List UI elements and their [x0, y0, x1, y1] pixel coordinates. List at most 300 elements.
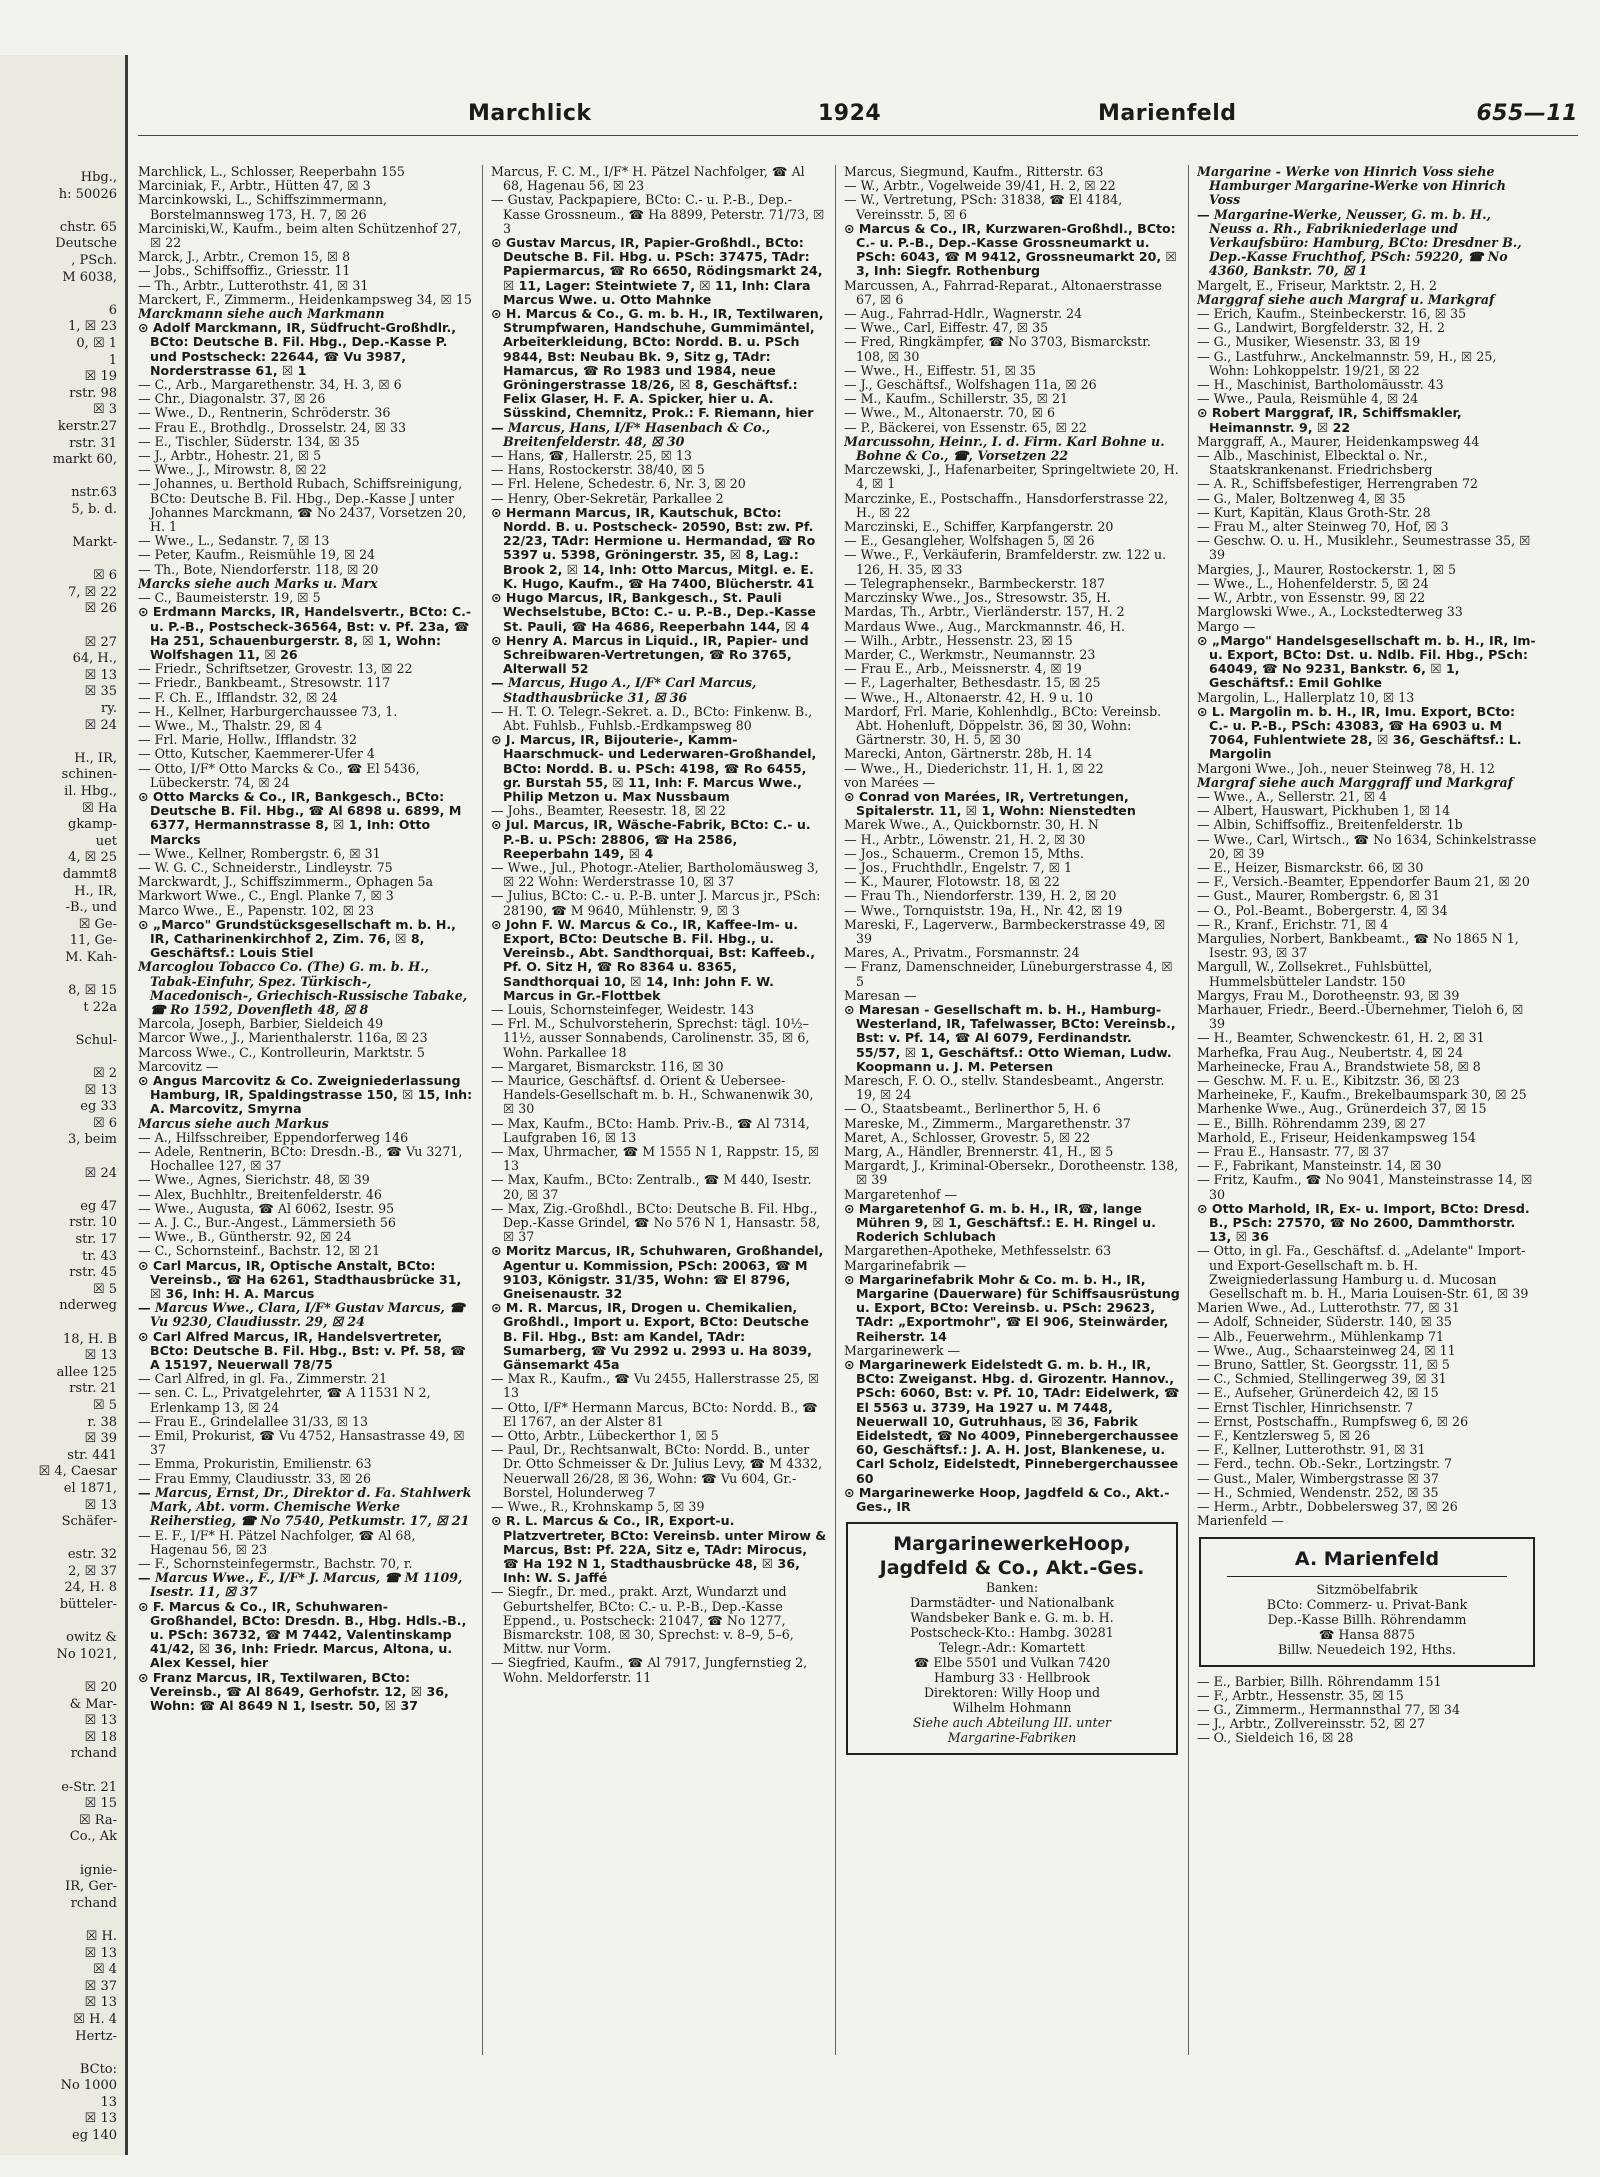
previous-page-line: rchand: [70, 1895, 117, 1911]
directory-entry: Marcus, F. C. M., I/F* H. Pätzel Nachfolger, ☎ Al 68, Hagenau 56, ☒ 23: [491, 165, 805, 194]
previous-page-line: tr. 43: [82, 1248, 117, 1264]
directory-entry: ⊙ Henry A. Marcus in Liquid., IR, Papier- und Schreibwaren-Vertretungen, ☎ Ro 3765, Alterwall 52: [491, 632, 809, 677]
directory-entry: — G., Musiker, Wiesenstr. 33, ☒ 19: [1197, 334, 1421, 350]
ad-line: Billw. Neuedeich 192, Hths.: [1277, 1641, 1457, 1657]
directory-entry: — Ernst Tischler, Hinrichsenstr. 7: [1197, 1399, 1414, 1415]
directory-entry: — Adele, Rentnerin, BCto: Dresdn.-B., ☎ Vu 3271, Hochallee 127, ☒ 37: [138, 1144, 463, 1174]
directory-entry: ⊙ Conrad von Marées, IR, Vertretungen, Spitalerstr. 11, ☒ 1, Wohn: Nienstedten: [844, 788, 1136, 819]
previous-page-line: ignie-: [79, 1862, 117, 1878]
previous-page-line: rstr. 31: [69, 435, 117, 451]
previous-page-line: ☒ 35: [84, 684, 117, 700]
directory-entry: Marczinski, E., Schiffer, Karpfangerstr. 20: [844, 519, 1114, 535]
column-divider: [1188, 165, 1189, 2055]
directory-entry: — Max, Kaufm., BCto: Hamb. Priv.-B., ☎ Al 7314, Laufgraben 16, ☒ 13: [491, 1115, 810, 1145]
directory-entry: — Margaret, Bismarckstr. 116, ☒ 30: [491, 1058, 724, 1074]
directory-entry: ⊙ Carl Marcus, IR, Optische Anstalt, BCto: Vereinsb., ☎ Ha 6261, Stadthausbrücke 31, ☒ 36, Inh: H. A. Marcus: [138, 1257, 462, 1302]
column-4-entries: [1197, 165, 1537, 1529]
directory-entry: Mardaus Wwe., Aug., Marckmannstr. 46, H.: [844, 618, 1125, 634]
directory-entry: — Alex, Buchhltr., Breitenfelderstr. 46: [138, 1186, 382, 1202]
directory-entry: — O., Pol.-Beamt., Bobergerstr. 4, ☒ 34: [1197, 902, 1448, 918]
previous-page-line: 11, Ge-: [69, 933, 117, 949]
previous-page-line: Hertz-: [75, 2028, 117, 2044]
directory-entry: Margarinewerk —: [844, 1342, 961, 1358]
directory-entry: Mares, A., Privatm., Forsmannstr. 24: [844, 945, 1080, 961]
directory-entry: Marckwardt, J., Schiffszimmerm., Ophagen 5a: [138, 874, 433, 890]
previous-page-line: ☒ 13: [84, 1945, 117, 1961]
directory-entry: Margraf siehe auch Marggraff und Markgraf: [1197, 774, 1514, 790]
directory-entry: — H., Beamter, Schwenckestr. 61, H. 2, ☒ 31: [1197, 1030, 1485, 1046]
directory-entry: — Gust., Maler, Wimbergstrasse ☒ 37: [1197, 1470, 1439, 1486]
directory-entry: — H. T. O. Telegr.-Sekret. a. D., BCto: Finkenw. B., Abt. Fuhlsb., Fuhlsb.-Erdkampsweg 80: [491, 703, 813, 733]
directory-entry: — Max, Zig.-Großhdl., BCto: Deutsche B. Fil. Hbg., Dep.-Kasse Grindel, ☎ No 576 N 1, Hansastr. 58, ☒ 37: [491, 1200, 821, 1245]
directory-entry: — H., Maschinist, Bartholomäusstr. 43: [1197, 377, 1444, 393]
directory-entry: — Adolf, Schneider, Süderstr. 140, ☒ 35: [1197, 1314, 1452, 1330]
directory-entry: — W. G. C., Schneiderstr., Lindleystr. 75: [138, 859, 393, 875]
previous-page-line: [0, 1912, 125, 1929]
directory-entry: Marczinsky Wwe., Jos., Stresowstr. 35, H.: [844, 590, 1111, 606]
previous-page-line: 2, ☒ 37: [68, 1563, 117, 1579]
directory-entry: ⊙ Otto Marcks & Co., IR, Bankgesch., BCto: Deutsche B. Fil. Hbg., ☎ Al 6898 u. 6899, M 6377, Hermannstrasse 8, ☒ 1, Inh: Otto Marcks: [138, 788, 462, 847]
ad-line: Darmstädter- und Nationalbank: [910, 1595, 1114, 1611]
previous-page-line: ☒ 13: [84, 1995, 117, 2011]
directory-entry: Margolin, L., Hallerplatz 10, ☒ 13: [1197, 689, 1415, 705]
previous-page-line: ☒ 13: [84, 1348, 117, 1364]
marienfeld-ad-title: A. Marienfeld: [1294, 1547, 1440, 1570]
directory-entry: — Wilh., Arbtr., Hessenstr. 23, ☒ 15: [844, 632, 1073, 648]
directory-entry: — C., Baumeisterstr. 19, ☒ 5: [138, 590, 321, 606]
previous-page-line: [0, 518, 125, 535]
directory-entry: Margarine - Werke von Hinrich Voss siehe Hamburger Margarine-Werke von Hinrich Voss: [1197, 165, 1506, 208]
directory-entry: Markwort Wwe., C., Engl. Planke 7, ☒ 3: [138, 888, 394, 904]
directory-entry: Marcus siehe auch Markus: [138, 1115, 329, 1131]
directory-entry: — Marcus Wwe., Clara, I/F* Gustav Marcus, ☎ Vu 9230, Claudiusstr. 29, ☒ 24: [138, 1300, 465, 1330]
previous-page-line: el 1871,: [63, 1480, 117, 1496]
previous-page-line: t 22a: [83, 999, 117, 1015]
directory-entry: — Siegfried, Kaufm., ☎ Al 7917, Jungfernstieg 2, Wohn. Meldorferstr. 11: [491, 1655, 808, 1685]
previous-page-line: [0, 618, 125, 635]
previous-page-line: ☒ 24: [84, 717, 117, 733]
directory-entry: — Wwe., H., Altonaerstr. 42, H. 9 u. 10: [844, 689, 1093, 705]
directory-entry: Margo —: [1197, 618, 1256, 634]
directory-entry: — Otto, I/F* Hermann Marcus, BCto: Nordd. B., ☎ El 1767, an der Alster 81: [491, 1399, 818, 1429]
previous-page-line: ☒ 39: [84, 1431, 117, 1447]
directory-entry: — Fritz, Kaufm., ☎ No 9041, Mansteinstrasse 14, ☒ 30: [1197, 1172, 1533, 1202]
directory-entry: Marciniski,W., Kaufm., beim alten Schützenhof 27, ☒ 22: [138, 220, 462, 251]
previous-page-line: ☒ 13: [84, 667, 117, 683]
directory-entry: — Max R., Kaufm., ☎ Vu 2455, Hallerstrasse 25, ☒ 13: [491, 1371, 820, 1401]
directory-entry: Marhefka, Frau Aug., Neubertstr. 4, ☒ 24: [1197, 1044, 1464, 1060]
previous-page-line: Co., Ak: [69, 1829, 117, 1845]
previous-page-line: 64, H.,: [72, 651, 117, 667]
directory-entry: — Frl. M., Schulvorsteherin, Sprechst: tägl. 10½–11½, ausser Sonnabends, Carolinenstr. 35, ☒ 6, Wohn. Parkallee 18: [491, 1016, 810, 1060]
directory-entry: — Wwe., L., Sedanstr. 7, ☒ 13: [138, 533, 330, 549]
directory-entry: — F., Kentzlersweg 5, ☒ 26: [1197, 1428, 1371, 1444]
previous-page-line: rchand: [70, 1746, 117, 1762]
previous-page-line: rstr. 98: [69, 385, 117, 401]
previous-page-line: 1, ☒ 23: [68, 319, 117, 335]
directory-entry: — Friedr., Bankbeamt., Stresowstr. 117: [138, 675, 391, 691]
previous-page-line: ☒ 13: [84, 1497, 117, 1513]
directory-entry: ⊙ „Marco" Grundstücksgesellschaft m. b. H., IR, Catharinenkirchhof 2, Zim. 76, ☒ 8, Geschäftsf.: Louis Stiel: [138, 916, 456, 961]
directory-entry: Marcus, Siegmund, Kaufm., Ritterstr. 63: [844, 165, 1104, 179]
directory-entry: — Wwe., Carl, Wirtsch., ☎ No 1634, Schinkelstrasse 20, ☒ 39: [1197, 831, 1537, 861]
directory-entry: Mareski, F., Lagerverw., Barmbeckerstrasse 49, ☒ 39: [844, 916, 1166, 946]
directory-entry: — Carl Alfred, in gl. Fa., Zimmerstr. 21: [138, 1371, 388, 1387]
directory-entry: — Wwe., Paula, Reismühle 4, ☒ 24: [1197, 391, 1419, 407]
hoop-ad-title-1: MargarinewerkeHoop,: [893, 1533, 1131, 1556]
directory-entry: — J., Arbtr., Zollvereinsstr. 52, ☒ 27: [1197, 1716, 1426, 1732]
directory-entry: — O., Staatsbeamt., Berlinerthor 5, H. 6: [844, 1101, 1101, 1117]
directory-entry: — Wwe., Aug., Schaarsteinweg 24, ☒ 11: [1197, 1342, 1456, 1358]
directory-entry: — Otto, I/F* Otto Marcks & Co., ☎ El 5436, Lübeckerstr. 74, ☒ 24: [138, 760, 420, 790]
previous-page-line: ☒ Ra-: [78, 1812, 117, 1828]
directory-entry: — Paul, Dr., Rechtsanwalt, BCto: Nordd. B., unter Dr. Otto Schmeisser & Dr. Julius Levy, ☎ M 4332, Neuerwall 26/28, ☒ 36, Wohn: ☎ Vu 604, Gr.-Borstel, Holunderweg 7: [491, 1442, 823, 1500]
directory-entry: — Max, Uhrmacher, ☎ M 1555 N 1, Rappstr. 15, ☒ 13: [491, 1144, 820, 1174]
directory-entry: — E., Heizer, Bismarckstr. 66, ☒ 30: [1197, 859, 1424, 875]
directory-entry: — F. Ch. E., Ifflandstr. 32, ☒ 24: [138, 689, 338, 705]
directory-entry: — F., Versich.-Beamter, Eppendorfer Baum 21, ☒ 20: [1197, 874, 1530, 890]
directory-entry: — Frl. Helene, Schedestr. 6, Nr. 3, ☒ 20: [491, 476, 746, 492]
previous-page-line: M. Kah-: [65, 949, 117, 965]
directory-entry: — Herm., Arbtr., Dobbelersweg 37, ☒ 26: [1197, 1499, 1458, 1515]
directory-entry: Marcinkowski, L., Schiffszimmermann, Borstelmannsweg 173, H. 7, ☒ 26: [138, 192, 388, 222]
directory-entry: — Wwe., R., Krohnskamp 5, ☒ 39: [491, 1499, 705, 1515]
directory-entry: — H., Arbtr., Löwenstr. 21, H. 2, ☒ 30: [844, 831, 1086, 847]
directory-page: [138, 95, 1578, 2135]
directory-entry: — O., Sieldeich 16, ☒ 28: [1197, 1730, 1354, 1746]
directory-entry: — Jobs., Schiffsoffiz., Griesstr. 11: [138, 263, 351, 279]
ad-line: ☎ Hansa 8875: [1318, 1626, 1416, 1642]
header-year: 1924: [818, 101, 882, 126]
previous-page-line: estr. 32: [67, 1547, 117, 1563]
directory-entry: ⊙ J. Marcus, IR, Bijouterie-, Kamm-Haarschmuck- und Lederwaren-Großhandel, BCto: Nordd. B. u. PSch: 4198, ☎ Ro 6455, gr. Burstah 55, ☒ 11, Inh: F. Marcus Wwe., Philip Metzon u. Max Nussbaum: [491, 732, 817, 804]
previous-page-line: ☒ Ge-: [78, 916, 117, 932]
directory-entry: — Siegfr., Dr. med., prakt. Arzt, Wundarzt und Geburtshelfer, BCto: C.- u. P.-B., Dep.-Kasse Eppend., u. Postscheck: 21047, ☎ No 1277, Bismarckstr. 108, ☒ 30, Sprechst: v. 8–9, 5–6, Mittw. nur Vorm.: [491, 1584, 794, 1657]
directory-entry: ⊙ H. Marcus & Co., G. m. b. H., IR, Textilwaren, Strumpfwaren, Handschuhe, Gummimäntel, Arbeiterkleidung, BCto: Nordd. B. u. PSch 9844, Bst: Neubau Bk. 9, Sitz g, TAdr: Hamarcus, ☎ Ro 1983 und 1984, neue Gröningerstrasse 18/26, ☒ 8, Geschäftsf.: Felix Glaser, H. F. A. Spicker, hier u. A. Süsskind, Chemnitz, Prok.: F. Riemann, hier: [491, 306, 824, 421]
directory-entry: — Frau E., Hansastr. 77, ☒ 37: [1197, 1144, 1390, 1160]
page-header: [138, 95, 1578, 136]
directory-entry: — Otto, Arbtr., Lübeckerthor 1, ☒ 5: [491, 1428, 719, 1444]
previous-page-line: [0, 1663, 125, 1680]
directory-entry: ⊙ Marcus & Co., IR, Kurzwaren-Großhdl., BCto: C.- u. P.-B., Dep.-Kasse Grossneumarkt u. PSch: 6043, ☎ M 9412, Grossneumarkt 20, ☒ 3, Inh: Siegfr. Rothenburg: [844, 220, 1177, 279]
directory-entry: — C., Arb., Margarethenstr. 34, H. 3, ☒ 6: [138, 377, 402, 393]
directory-entry: Marcola, Joseph, Barbier, Sieldeich 49: [138, 1016, 384, 1032]
directory-entry: — E. F., I/F* H. Pätzel Nachfolger, ☎ Al 68, Hagenau 56, ☒ 23: [138, 1527, 416, 1557]
directory-entry: Marcovitz —: [138, 1058, 219, 1074]
directory-entry: — Frau Emmy, Claudiusstr. 33, ☒ 26: [138, 1470, 371, 1486]
ad-line: ☎ Elbe 5501 und Vulkan 7420: [913, 1655, 1111, 1671]
directory-entry: — Wwe., Augusta, ☎ Al 6062, Isestr. 95: [138, 1200, 395, 1216]
previous-page-line: il. Hbg.,: [64, 783, 117, 799]
directory-entry: — Th., Arbtr., Lutterothstr. 41, ☒ 31: [138, 277, 369, 293]
directory-entry: ⊙ Angus Marcovitz & Co. Zweigniederlassung Hamburg, IR, Spaldingstrasse 150, ☒ 15, Inh: A. Marcovitz, Smyrna: [138, 1073, 473, 1117]
column-3-entries: [844, 165, 1180, 1514]
previous-page-line: dammt8: [62, 866, 117, 882]
directory-entry: Maresch, F. O. O., stellv. Standesbeamt., Angerstr. 19, ☒ 24: [844, 1073, 1165, 1103]
directory-entry: Margys, Frau M., Dorotheenstr. 93, ☒ 39: [1197, 987, 1460, 1003]
previous-page-line: [0, 1315, 125, 1332]
previous-page-line: ry.: [101, 701, 117, 716]
previous-page-line: H., IR,: [74, 883, 117, 899]
directory-entry: — Aug., Fahrrad-Hdlr., Wagnerstr. 24: [844, 306, 1083, 322]
directory-entry: — Wwe., Jul., Photogr.-Atelier, Bartholomäusweg 3, ☒ 22 Wohn: Werderstrasse 10, ☒ 37: [491, 859, 819, 890]
previous-page-line: ☒ 6: [92, 1115, 117, 1131]
directory-entry: Marggraf siehe auch Margraf u. Markgraf: [1197, 291, 1495, 307]
directory-entry: — F., Lagerhalter, Bethesdastr. 15, ☒ 25: [844, 675, 1101, 691]
directory-entry: — Marcus, Hugo A., I/F* Carl Marcus, Stadthausbrücke 31, ☒ 36: [491, 675, 757, 705]
directory-entry: Marco Wwe., E., Papenstr. 102, ☒ 23: [138, 902, 375, 918]
directory-entry: — G., Lastfuhrw., Anckelmannstr. 59, H., ☒ 25, Wohn: Lohkoppelstr. 19/21, ☒ 22: [1197, 348, 1497, 378]
directory-entry: — Albin, Schiffsoffiz., Breitenfelderstr. 1b: [1197, 817, 1463, 833]
previous-page-line: [0, 1016, 125, 1033]
previous-page-line: Schul-: [75, 1032, 117, 1048]
directory-entry: — Kurt, Kapitän, Klaus Groth-Str. 28: [1197, 504, 1431, 520]
directory-entry: Maresan —: [844, 987, 917, 1003]
directory-entry: — Jos., Schauerm., Cremon 15, Mths.: [844, 845, 1084, 861]
directory-entry: — Hans, Rostockerstr. 38/40, ☒ 5: [491, 462, 705, 478]
previous-page-line: nderweg: [59, 1298, 117, 1314]
directory-entry: Margelt, E., Friseur, Marktstr. 2, H. 2: [1197, 277, 1437, 293]
previous-page-line: No 1000: [60, 2078, 117, 2094]
previous-page-line: ☒ 27: [84, 634, 117, 650]
directory-entry: Marggraff, A., Maurer, Heidenkampsweg 44: [1197, 433, 1480, 449]
directory-entry: — Wwe., H., Diederichstr. 11, H. 1, ☒ 22: [844, 760, 1104, 776]
directory-entry: — Peter, Kaufm., Reismühle 19, ☒ 24: [138, 547, 376, 563]
hoop-ad-footer-2: Margarine-Fabriken: [947, 1730, 1077, 1746]
directory-entry: ⊙ Margarinefabrik Mohr & Co. m. b. H., IR, Margarine (Dauerware) für Schiffsausrüstung u. Export, BCto: Vereinsb. u. PSch: 29623, TAdr: „Exportmohr", ☎ El 906, Steinwärder, Reiherstr. 14: [844, 1271, 1180, 1344]
previous-page-line: r. 38: [87, 1414, 117, 1430]
directory-entry: ⊙ Jul. Marcus, IR, Wäsche-Fabrik, BCto: C.- u. P.-B. u. PSch: 28806, ☎ Ha 2586, Reeperbahn 149, ☒ 4: [491, 817, 811, 861]
previous-page-line: [0, 203, 125, 220]
directory-entry: — Alb., Feuerwehrm., Mühlenkamp 71: [1197, 1328, 1445, 1344]
directory-entry: Marecki, Anton, Gärtnerstr. 28b, H. 14: [844, 746, 1093, 762]
directory-entry: Margoni Wwe., Joh., neuer Steinweg 78, H. 12: [1197, 760, 1495, 776]
previous-page-line: M 6038,: [62, 269, 117, 285]
directory-entry: ⊙ Otto Marhold, IR, Ex- u. Import, BCto: Dresd. B., PSch: 27570, ☎ No 2600, Dammthorstr. 13, ☒ 36: [1197, 1200, 1530, 1245]
header-right-keyword: Marienfeld: [1098, 101, 1237, 126]
directory-entry: ⊙ Maresan - Gesellschaft m. b. H., Hamburg-Westerland, IR, Tafelwasser, BCto: Vereinsb., Bst: v. Pf. 14, ☎ Al 6079, Ferdinandstr. 55/57, ☒ 1, Geschäftsf.: Otto Wieman, Ludw. Koopmann u. J. M. Petersen: [844, 1001, 1176, 1074]
directory-entry: ⊙ Franz Marcus, IR, Textilwaren, BCto: Vereinsb., ☎ Al 8649, Gerhofstr. 12, ☒ 36, Wohn: ☎ Al 8649 N 1, Isestr. 50, ☒ 37: [138, 1669, 449, 1713]
previous-page-line: [0, 469, 125, 486]
previous-page-line: No 1021,: [56, 1646, 117, 1662]
previous-page-line: [0, 1614, 125, 1631]
directory-entry: — Otto, in gl. Fa., Geschäftsf. d. „Adelante" Import- und Export-Gesellschaft m. b. H. Zweigniederlassung Hamburg u. d. Mucosan Gesellschaft m. b. H., Maria Louisen-Str. 61, ☒ 39: [1197, 1243, 1529, 1302]
directory-entry: Marek Wwe., A., Quickbornstr. 30, H. N: [844, 817, 1099, 833]
hoop-advertisement: [846, 1522, 1178, 1755]
previous-page-line: [0, 1846, 125, 1863]
previous-page-line: ☒ H.: [85, 1928, 117, 1944]
directory-entry: Marheineke, F., Kaufm., Brekelbaumspark 30, ☒ 25: [1197, 1087, 1527, 1103]
previous-page-line: 0, ☒ 1: [76, 335, 117, 351]
previous-page-line: str. 17: [75, 1232, 117, 1247]
previous-page-line: rstr. 21: [69, 1381, 117, 1397]
directory-entry: Margarethen-Apotheke, Methfesselstr. 63: [844, 1243, 1112, 1259]
previous-page-line: ☒ 24: [84, 1165, 117, 1181]
directory-entry: — Frl. Marie, Hollw., Ifflandstr. 32: [138, 732, 358, 748]
directory-entry: — G., Zimmerm., Hermannsthal 77, ☒ 34: [1197, 1701, 1460, 1717]
directory-entry: Mareske, M., Zimmerm., Margarethenstr. 37: [844, 1115, 1131, 1131]
previous-page-line: uet: [95, 833, 117, 849]
directory-entry: ⊙ F. Marcus & Co., IR, Schuhwaren-Großhandel, BCto: Dresdn. B., Hbg. Hdls.-B., u. PSch: 36732, ☎ M 7442, Valentinskamp 41/42, ☒ 36, Inh: Friedr. Marcus, Altona, u. Alex Kessel, hier: [138, 1598, 467, 1671]
previous-page-line: e-Str. 21: [61, 1779, 117, 1795]
previous-page-line: ☒ 3: [92, 402, 117, 418]
previous-page-strip: [0, 55, 128, 2155]
directory-entry: — Friedr., Schriftsetzer, Grovestr. 13, ☒ 22: [138, 661, 413, 677]
directory-entry: — Wwe., F., Verkäuferin, Bramfelderstr. zw. 122 u. 126, H. 35, ☒ 33: [844, 547, 1167, 577]
column-divider: [482, 165, 483, 2055]
directory-entry: — Gustav, Packpapiere, BCto: C.- u. P.-B., Dep.-Kasse Grossneum., ☎ Ha 8899, Peterstr. 71/73, ☒ 3: [491, 192, 825, 236]
directory-entry: — E., Tischler, Süderstr. 134, ☒ 35: [138, 433, 360, 449]
previous-page-line: [0, 1531, 125, 1548]
directory-entry: — P., Bäckerei, von Essenstr. 65, ☒ 22: [844, 419, 1087, 435]
previous-page-line: Schäfer-: [61, 1514, 117, 1530]
previous-page-line: eg 33: [80, 1099, 117, 1115]
directory-entry: ⊙ Erdmann Marcks, IR, Handelsvertr., BCto: C.- u. P.-B., Postscheck-36564, Bst: v. Pf. 23a, ☎ Ha 251, Schauenburgerstr. 8, ☒ 1, Wohn: Wolfshagen 11, ☒ 26: [138, 604, 472, 662]
directory-entry: — A. J. C., Bur.-Angest., Lämmersieth 56: [138, 1215, 396, 1231]
column-divider: [835, 165, 836, 2055]
directory-entry: ⊙ Margarinewerke Hoop, Jagdfeld & Co., Akt.-Ges., IR: [844, 1484, 1170, 1515]
directory-entry: — G., Maler, Boltzenweg 4, ☒ 35: [1197, 490, 1406, 506]
directory-entry: — Wwe., Agnes, Sierichstr. 48, ☒ 39: [138, 1172, 370, 1188]
marienfeld-ad-lines: [1207, 1582, 1527, 1657]
directory-entry: Mardas, Th., Arbtr., Vierländerstr. 157, H. 2: [844, 604, 1125, 620]
directory-entry: — Louis, Schornsteinfeger, Weidestr. 143: [491, 1001, 755, 1017]
directory-entry: — Wwe., Tornquiststr. 19a, H., Nr. 42, ☒ 19: [844, 902, 1123, 918]
directory-entry: — E., Barbier, Billh. Röhrendamm 151: [1197, 1673, 1442, 1689]
previous-page-line: Hbg.,: [80, 170, 117, 185]
directory-entry: — Wwe., Kellner, Rombergstr. 6, ☒ 31: [138, 845, 381, 861]
previous-page-line: ☒ 15: [84, 1796, 117, 1812]
directory-entry: Marciniak, F., Arbtr., Hütten 47, ☒ 3: [138, 178, 371, 194]
directory-entry: — Ferd., techn. Ob.-Sekr., Lortzingstr. 7: [1197, 1456, 1453, 1472]
previous-page-line: h: 50026: [58, 186, 117, 202]
directory-entry: von Marées —: [844, 774, 936, 790]
column-3: [844, 165, 1180, 2125]
previous-page-line: kerstr.27: [57, 418, 117, 434]
directory-entry: — Emma, Prokuristin, Emilienstr. 63: [138, 1456, 372, 1472]
directory-entry: — Johs., Beamter, Reesestr. 18, ☒ 22: [491, 803, 726, 819]
directory-entry: — A., Hilfsschreiber, Eppendorferweg 146: [138, 1129, 409, 1145]
previous-page-line: 13: [100, 2094, 117, 2110]
previous-page-line: [0, 2045, 125, 2062]
previous-page-line: 18, H. B: [63, 1331, 117, 1347]
previous-page-line: ☒ 5: [92, 1397, 117, 1413]
directory-entry: — Th., Bote, Niendorferstr. 118, ☒ 20: [138, 561, 379, 577]
directory-entry: — W., Arbtr., Vogelweide 39/41, H. 2, ☒ 22: [844, 178, 1116, 194]
previous-page-line: ☒ 5: [92, 1281, 117, 1297]
directory-entry: — Telegraphensekr., Barmbeckerstr. 187: [844, 575, 1106, 591]
directory-entry: — Johannes, u. Berthold Rubach, Schiffsreinigung, BCto: Deutsche B. Fil. Hbg., Dep.-Kasse J unter Johannes Marckmann, ☎ No 2437, Vorsetzen 20, H. 1: [138, 476, 467, 535]
directory-entry: — Frau E., Brothdlg., Drosselstr. 24, ☒ 33: [138, 419, 406, 435]
ad-line: Hamburg 33 · Hellbrook: [933, 1670, 1091, 1686]
previous-page-line: [0, 1182, 125, 1199]
directory-entry: — H., Schmied, Wendenstr. 252, ☒ 35: [1197, 1484, 1439, 1500]
directory-entry: — W., Vertretung, PSch: 31838, ☎ El 4184, Vereinsstr. 5, ☒ 6: [844, 192, 1123, 222]
directory-entry: — F., Arbtr., Hessenstr. 35, ☒ 15: [1197, 1687, 1404, 1703]
directory-entry: Marckert, F., Zimmerm., Heidenkampsweg 34, ☒ 15: [138, 291, 472, 307]
column-4: [1197, 165, 1537, 2125]
previous-page-line: -B., und: [65, 900, 117, 916]
directory-entry: — J., Arbtr., Hohestr. 21, ☒ 5: [138, 448, 322, 464]
previous-page-line: & Mar-: [69, 1696, 117, 1712]
directory-entry: — E., Aufseher, Grünerdeich 42, ☒ 15: [1197, 1385, 1439, 1401]
previous-page-line: ☒ 19: [84, 369, 117, 385]
ad-line: BCto: Commerz- u. Privat-Bank: [1266, 1596, 1468, 1612]
directory-entry: Marhold, E., Friseur, Heidenkampsweg 154: [1197, 1129, 1476, 1145]
directory-entry: — Jos., Fruchthdlr., Engelstr. 7, ☒ 1: [844, 859, 1072, 875]
directory-entry: — Marcus Wwe., F., I/F* J. Marcus, ☎ M 1109, Isestr. 11, ☒ 37: [138, 1570, 463, 1600]
directory-entry: — Albert, Hauswart, Pickhuben 1, ☒ 14: [1197, 803, 1451, 819]
directory-entry: — C., Schmied, Stellingerweg 39, ☒ 31: [1197, 1371, 1447, 1387]
previous-page-line: ☒ Ha: [82, 800, 117, 816]
directory-entry: Marcks siehe auch Marks u. Marx: [138, 575, 378, 591]
directory-entry: Marckmann siehe auch Markmann: [138, 306, 385, 322]
ad-line: Telegr.-Adr.: Komartett: [938, 1640, 1086, 1656]
previous-page-line: 24, H. 8: [64, 1580, 117, 1596]
directory-entry: Marheinecke, Frau A., Brandstwiete 58, ☒ 8: [1197, 1058, 1481, 1074]
directory-columns: [138, 165, 1578, 2135]
previous-page-line: markt 60,: [52, 452, 117, 468]
previous-page-line: rstr. 45: [69, 1265, 117, 1281]
directory-entry: — Alb., Maschinist, Elbecktal o. Nr., Staatskrankenanst. Friedrichsberg: [1197, 448, 1433, 478]
directory-entry: — R., Kranf., Erichstr. 71, ☒ 4: [1197, 916, 1389, 932]
previous-page-line: gkamp-: [68, 817, 117, 833]
column-2: [491, 165, 827, 2125]
directory-entry: ⊙ John F. W. Marcus & Co., IR, Kaffee-Im- u. Export, BCto: Deutsche B. Fil. Hbg., u. Vereinsb., Abt. Sandthorquai, Bst: Kaffeeb., Pf. O. Sitz H, ☎ Ro 8364 u. 8365, Sandthorquai 10, ☒ 14, Inh: John F. W. Marcus in Gr.-Flottbek: [491, 916, 816, 1003]
directory-entry: — K., Maurer, Flotowstr. 18, ☒ 22: [844, 874, 1060, 890]
directory-entry: Marcoss Wwe., C., Kontrolleurin, Marktstr. 5: [138, 1044, 425, 1060]
directory-entry: Marchlick, L., Schlosser, Reeperbahn 155: [138, 165, 405, 179]
directory-entry: — Wwe., B., Güntherstr. 92, ☒ 24: [138, 1229, 352, 1245]
previous-page-line: 8, ☒ 15: [68, 983, 117, 999]
previous-page-line: ☒ 4, Caesar: [38, 1464, 117, 1480]
ad-line: Sitzmöbelfabrik: [1316, 1581, 1418, 1597]
previous-page-line: ☒ 18: [84, 1729, 117, 1745]
directory-entry: Margulies, Norbert, Bankbeamt., ☎ No 1865 N 1, Isestr. 93, ☒ 37: [1197, 930, 1519, 961]
directory-entry: Marck, J., Arbtr., Cremon 15, ☒ 8: [138, 249, 351, 265]
directory-entry: — J., Geschäftsf., Wolfshagen 11a, ☒ 26: [844, 377, 1097, 393]
directory-entry: — E., Billh. Röhrendamm 239, ☒ 27: [1197, 1115, 1426, 1131]
directory-entry: ⊙ R. L. Marcus & Co., IR, Export-u. Platzvertreter, BCto: Vereinsb. unter Mirow & Marcus, Bst: Pf. 22A, Sitz e, TAdr: Mirocus, ☎ Ha 192 N 1, Stadthausbrücke 48, ☒ 36, Inh: W. S. Jaffé: [491, 1513, 827, 1586]
previous-page-line: str. 441: [67, 1447, 117, 1463]
directory-entry: Marhauer, Friedr., Beerd.-Übernehmer, Tieloh 6, ☒ 39: [1197, 1001, 1524, 1032]
previous-page-line: owitz &: [66, 1630, 117, 1646]
ad-divider: [1227, 1576, 1507, 1577]
directory-entry: ⊙ Gustav Marcus, IR, Papier-Großhdl., BCto: Deutsche B. Fil. Hbg. u. PSch: 37475, TAdr: Papiermarcus, ☎ Ro 6650, Rödingsmarkt 24, ☒ 11, Lager: Steintwiete 7, ☒ 11, Inh: Clara Marcus Wwe. u. Otto Mahnke: [491, 235, 823, 307]
previous-page-line: chstr. 65: [59, 219, 117, 235]
directory-entry: — Wwe., Carl, Eiffestr. 47, ☒ 35: [844, 320, 1049, 336]
directory-entry: — F., Schornsteinfegermstr., Bachstr. 70, r.: [138, 1555, 413, 1571]
previous-page-line: , PSch.: [71, 252, 117, 268]
directory-entry: ⊙ Robert Marggraf, IR, Schiffsmakler, Heimannstr. 9, ☒ 22: [1197, 405, 1462, 435]
directory-entry: — H., Kellner, Harburgerchaussee 73, 1.: [138, 703, 398, 719]
previous-page-line: eg 47: [80, 1198, 117, 1214]
directory-entry: — sen. C. L., Privatgelehrter, ☎ A 11531 N 2, Erlenkamp 13, ☒ 24: [138, 1385, 431, 1415]
hoop-ad-lines: [854, 1580, 1170, 1715]
directory-entry: ⊙ Hugo Marcus, IR, Bankgesch., St. Pauli Wechselstube, BCto: C.- u. P.-B., Dep.-Kasse St. Pauli, ☎ Ha 4686, Reeperbahn 144, ☒ 4: [491, 590, 816, 634]
directory-entry: Mardorf, Frl. Marie, Kohlenhdlg., BCto: Vereinsb. Abt. Hohenluft, Döppelstr. 36, ☒ 30, Wohn: Gärtnerstr. 30, H. 5, ☒ 30: [844, 703, 1162, 748]
directory-entry: Marder, C., Werkmstr., Neumannstr. 23: [844, 646, 1096, 662]
directory-entry: — Frau M., alter Steinweg 70, Hof, ☒ 3: [1197, 519, 1449, 535]
directory-entry: ⊙ Margarinewerk Eidelstedt G. m. b. H., IR, BCto: Zweiganst. Hbg. d. Girozentr. Hannov., PSch: 6060, Bst: v. Pf. 10, TAdr: Eidelwerk, ☎ El 5563 u. 3739, Ha 1927 u. M 7448, Neuerwall 10, Gutruhhaus, ☒ 36, Fabrik Eidelstedt, ☎ No 4009, Pinnebergerchaussee 60, Geschäftsf.: J. A. H. Jost, Blankenese, u. Carl Scholz, Eidelstedt, Pinnebergerchaussee 60: [844, 1357, 1180, 1486]
previous-page-line: BCto:: [79, 2061, 117, 2077]
previous-page-line: eg 140: [72, 2128, 117, 2144]
column-1: [138, 165, 474, 2125]
directory-entry: Marienfeld —: [1197, 1513, 1284, 1529]
directory-entry: — Geschw. M. F. u. E., Kibitzstr. 36, ☒ 23: [1197, 1073, 1460, 1088]
directory-entry: ⊙ L. Margolin m. b. H., IR, Imu. Export, BCto: C.- u. P.-B., PSch: 43083, ☎ Ha 6903 u. M 7064, Fuhlentwiete 28, ☒ 36, Geschäftsf.: L. Margolin: [1197, 703, 1522, 762]
directory-entry: — Marcus, Ernst, Dr., Direktor d. Fa. Stahlwerk Mark, Abt. vorm. Chemische Werke Reiherstieg, ☎ No 7540, Petkumstr. 17, ☒ 21: [138, 1484, 472, 1529]
